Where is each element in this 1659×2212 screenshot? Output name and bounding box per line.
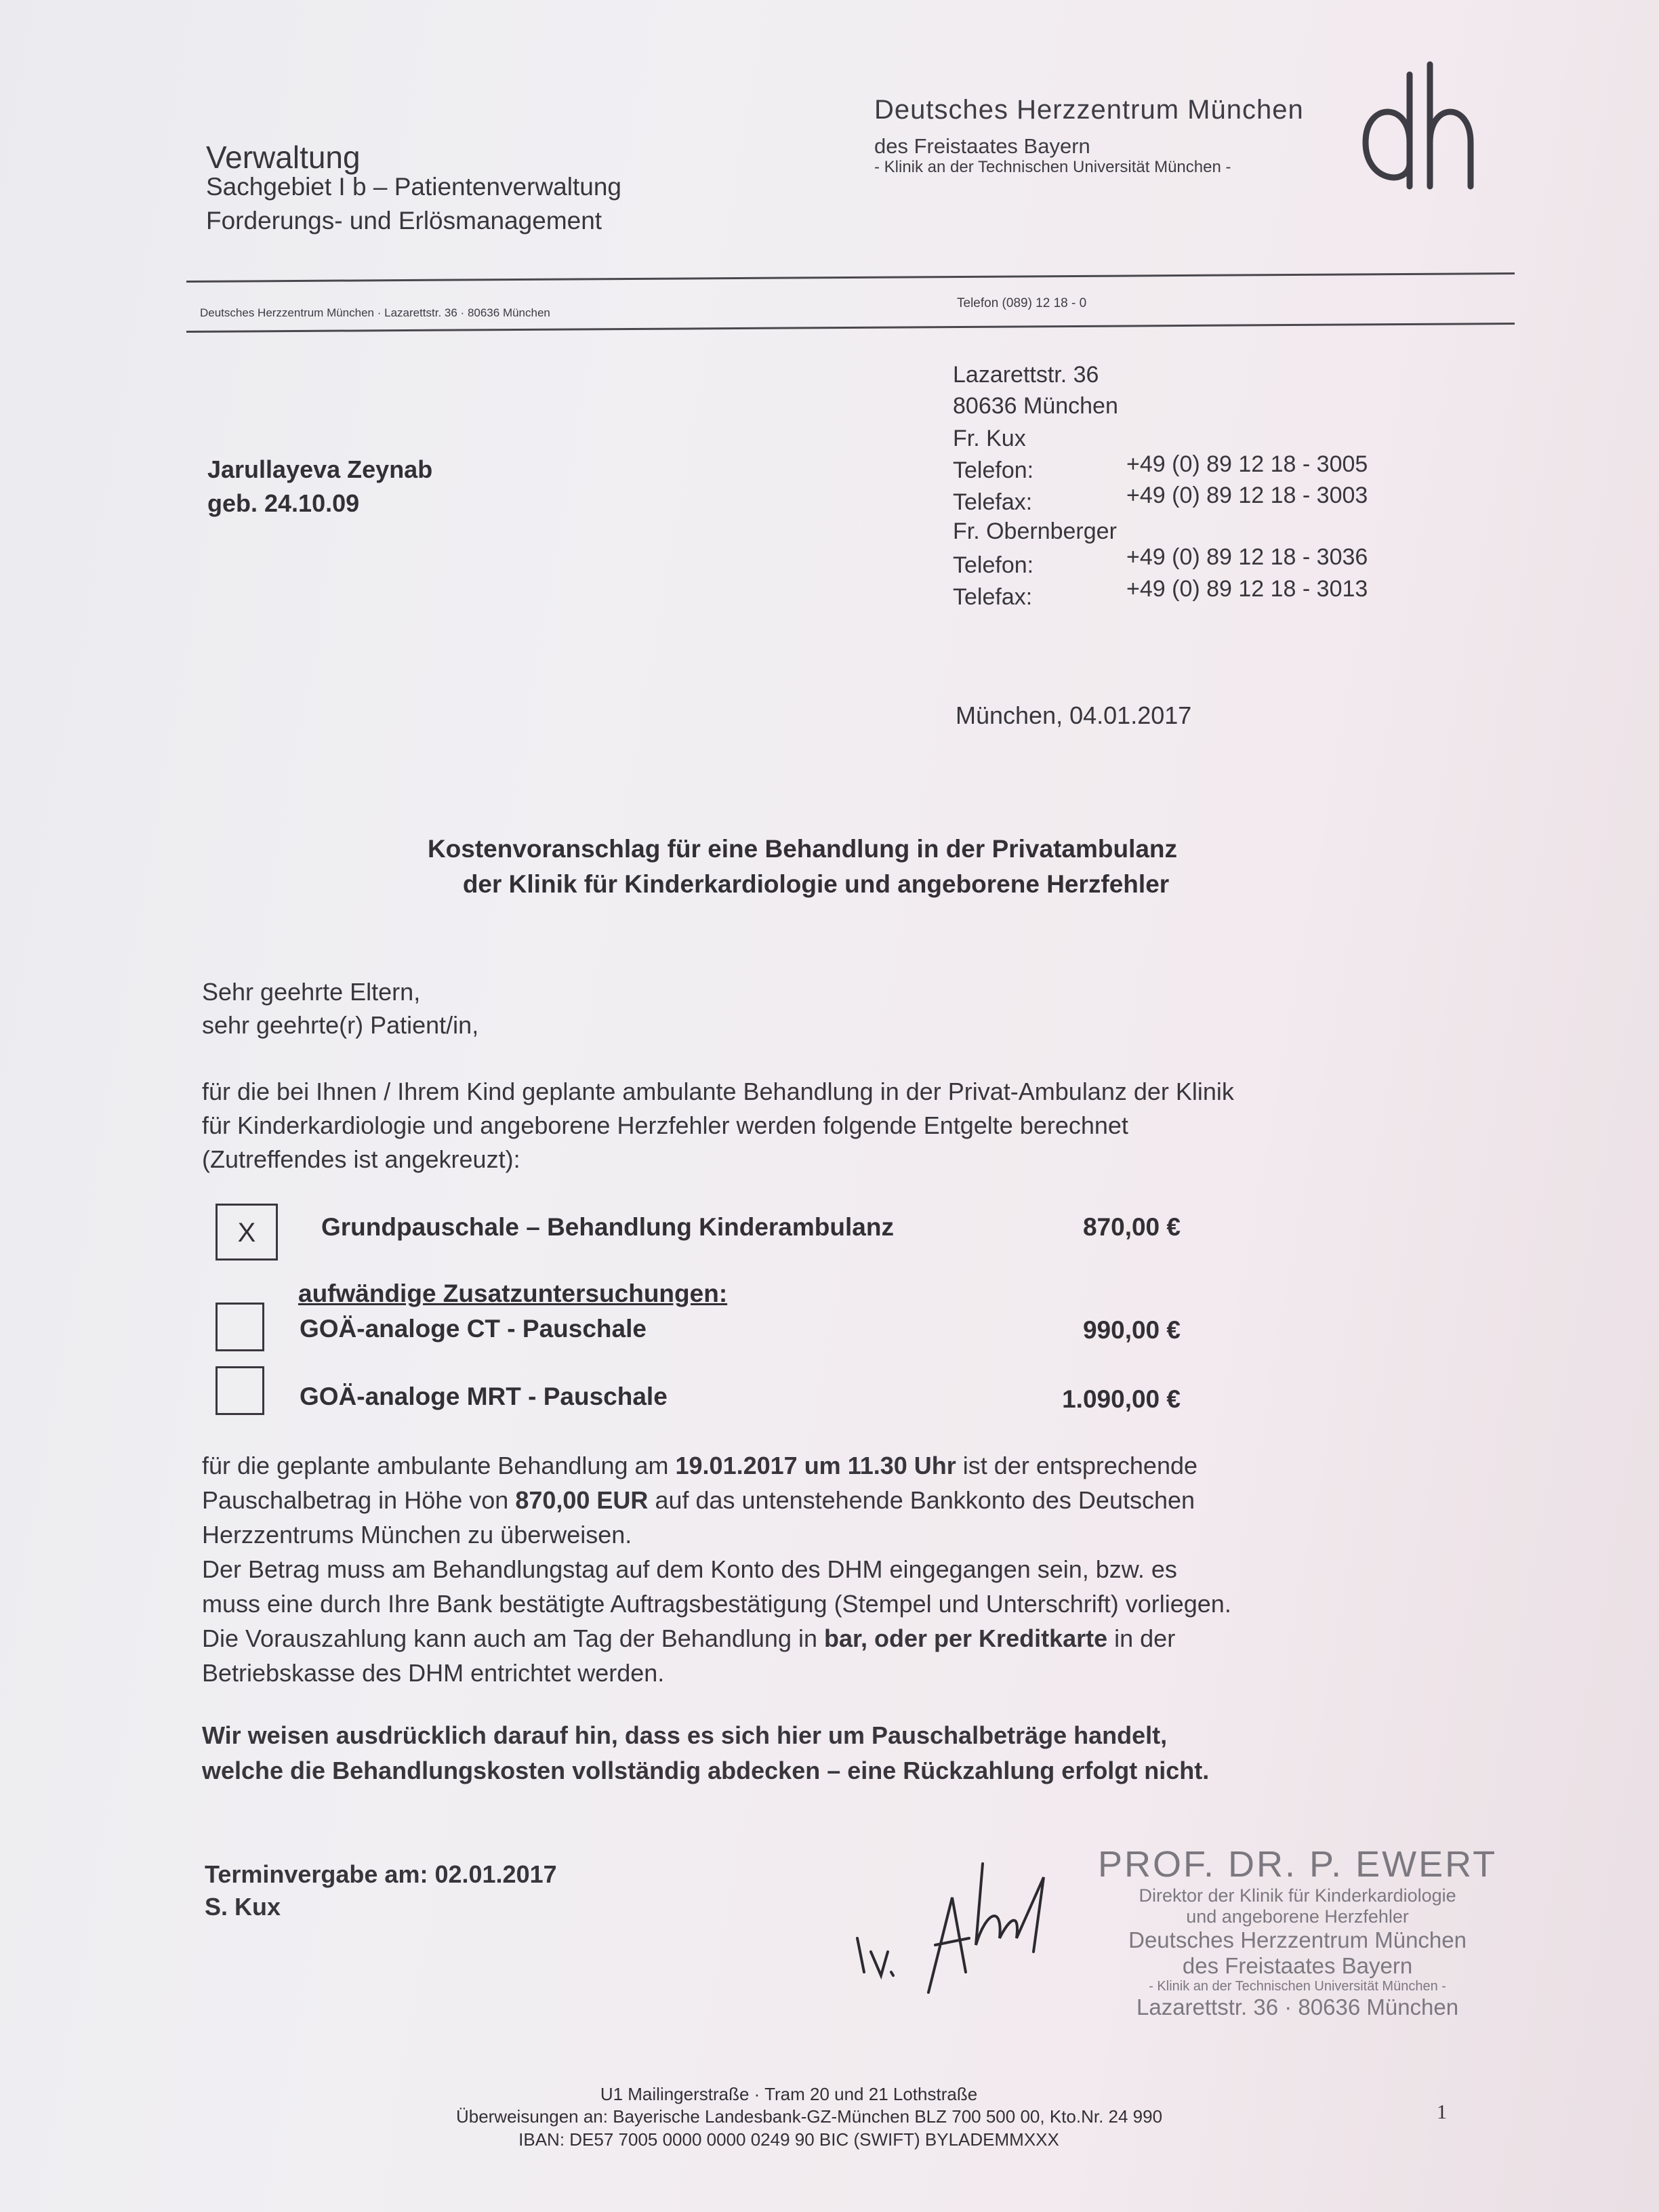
stamp-line-6: Lazarettstr. 36 · 80636 München	[1136, 1994, 1459, 2020]
section-line: Sachgebiet I b – Patientenverwaltung	[206, 173, 621, 201]
intro-line-1: für die bei Ihnen / Ihrem Kind geplante ambulante Behandlung in der Privat-Ambulanz der Klinik	[202, 1078, 1234, 1105]
contact-person-1: Fr. Kux	[953, 426, 1026, 451]
appointment-date: Terminvergabe am: 02.01.2017	[205, 1860, 557, 1888]
footer-transit: U1 Mailingerstraße · Tram 20 und 21 Lothstraße	[600, 2084, 978, 2104]
contact-city: 80636 München	[953, 393, 1118, 419]
phone-label-2: Telefon:	[953, 552, 1034, 578]
header-rule-bottom	[186, 323, 1515, 333]
unit-line: Forderungs- und Erlösmanagement	[206, 207, 602, 234]
payment-line-4: Der Betrag muss am Behandlungstag auf dem Konto des DHM eingegangen sein, bzw. es	[202, 1555, 1177, 1583]
stamp-line-1: Direktor der Klinik für Kinderkardiologie	[1139, 1885, 1456, 1906]
contact-person-2: Fr. Obernberger	[953, 518, 1117, 544]
patient-name: Jarullayeva Zeynab	[207, 455, 433, 483]
intro-line-3: (Zutreffendes ist angekreuzt):	[202, 1145, 520, 1173]
fax-value-1: +49 (0) 89 12 18 - 3003	[1126, 483, 1368, 508]
salutation-line-1: Sehr geehrte Eltern,	[202, 978, 421, 1006]
fax-label-1: Telefax:	[953, 489, 1033, 515]
contact-street: Lazarettstr. 36	[953, 362, 1099, 388]
director-stamp	[1098, 1843, 1497, 2020]
fee-price-ct: 990,00 €	[1082, 1316, 1181, 1344]
payment-line-2: Pauschalbetrag in Höhe von 870,00 EUR auf das untenstehende Bankkonto des Deutschen	[202, 1486, 1195, 1514]
department-heading: Verwaltung	[206, 140, 361, 175]
phone-value-1: +49 (0) 89 12 18 - 3005	[1126, 451, 1368, 477]
header-rule-top	[186, 272, 1515, 283]
stamp-name: PROF. DR. P. EWERT	[1098, 1844, 1498, 1885]
fee-checkbox-mrt[interactable]	[216, 1366, 264, 1415]
salutation-line-2: sehr geehrte(r) Patient/in,	[202, 1011, 479, 1039]
payment-line-1: für die geplante ambulante Behandlung am 19.01.2017 um 11.30 Uhr ist der entsprechende	[202, 1452, 1198, 1479]
stamp-line-3: Deutsches Herzzentrum München	[1128, 1927, 1467, 1952]
fee-price-basic: 870,00 €	[1082, 1213, 1181, 1241]
stamp-line-4: des Freistaates Bayern	[1182, 1953, 1413, 1978]
stamp-line-2: und angeborene Herzfehler	[1186, 1906, 1409, 1927]
institution-subtitle: des Freistaates Bayern	[874, 134, 1090, 158]
stamp-line-5: - Klinik an der Technischen Universität München -	[1149, 1979, 1446, 1994]
notice-line-2: welche die Behandlungskosten vollständig abdecken – eine Rückzahlung erfolgt nicht.	[202, 1757, 1210, 1784]
fee-checkbox-ct[interactable]	[216, 1303, 264, 1351]
phone-label-1: Telefon:	[953, 457, 1034, 483]
subject-line-1: Kostenvoranschlag für eine Behandlung in der Privatambulanz	[427, 835, 1178, 863]
appointment-clerk: S. Kux	[205, 1893, 281, 1921]
fax-label-2: Telefax:	[953, 584, 1033, 610]
phone-value-2: +49 (0) 89 12 18 - 3036	[1126, 544, 1368, 570]
payment-line-5: muss eine durch Ihre Bank bestätigte Auftragsbestätigung (Stempel und Unterschrift) vorliegen.	[202, 1590, 1231, 1618]
footer-iban: IBAN: DE57 7005 0000 0000 0249 90 BIC (SWIFT) BYLADEMMXXX	[518, 2129, 1059, 2150]
payment-line-7: Betriebskasse des DHM entrichtet werden.	[202, 1659, 665, 1687]
footer-bank: Überweisungen an: Bayerische Landesbank-GZ-München BLZ 700 500 00, Kto.Nr. 24 990	[455, 2106, 1163, 2127]
handwritten-signature	[840, 1837, 1098, 2040]
fee-price-mrt: 1.090,00 €	[1062, 1385, 1181, 1413]
dhm-logo	[1362, 61, 1477, 197]
extra-exams-heading: aufwändige Zusatzuntersuchungen:	[298, 1279, 728, 1307]
switchboard-phone: Telefon (089) 12 18 - 0	[957, 296, 1087, 310]
subject-line-2: der Klinik für Kinderkardiologie und angeborene Herzfehler	[462, 870, 1170, 898]
institution-name: Deutsches Herzzentrum München	[874, 95, 1304, 125]
fee-checkbox-basic[interactable]: X	[216, 1204, 278, 1261]
institution-affiliation: - Klinik an der Technischen Universität München -	[874, 158, 1231, 176]
notice-line-1: Wir weisen ausdrücklich darauf hin, dass es sich hier um Pauschalbeträge handelt,	[202, 1721, 1168, 1749]
fax-value-2: +49 (0) 89 12 18 - 3013	[1126, 576, 1368, 602]
sender-line: Deutsches Herzzentrum München · Lazarettstr. 36 · 80636 München	[200, 306, 550, 319]
letter-date: München, 04.01.2017	[956, 701, 1192, 729]
payment-line-3: Herzzentrums München zu überweisen.	[202, 1521, 632, 1549]
fee-label-ct: GOÄ-analoge CT - Pauschale	[300, 1315, 647, 1343]
fee-label-basic: Grundpauschale – Behandlung Kinderambulanz	[321, 1213, 894, 1241]
payment-line-6: Die Vorauszahlung kann auch am Tag der Behandlung in bar, oder per Kreditkarte in der	[202, 1624, 1176, 1652]
patient-birthdate: geb. 24.10.09	[207, 489, 360, 517]
intro-line-2: für Kinderkardiologie und angeborene Herzfehler werden folgende Entgelte berechnet	[202, 1111, 1128, 1139]
fee-label-mrt: GOÄ-analoge MRT - Pauschale	[300, 1382, 668, 1410]
page-number: 1	[1437, 2101, 1447, 2123]
